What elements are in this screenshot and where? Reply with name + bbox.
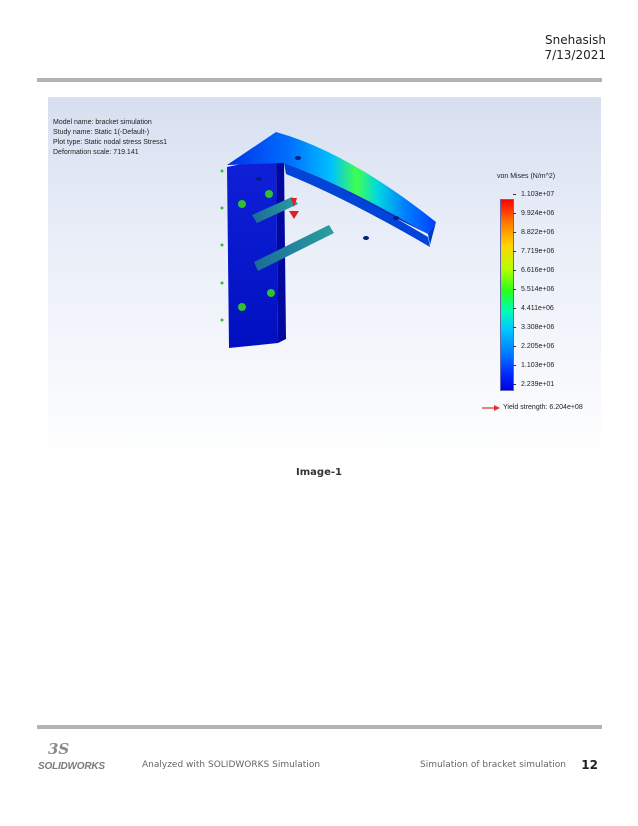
- legend-tick: 3.308e+06: [513, 324, 554, 331]
- legend-tick: 2.205e+06: [513, 343, 554, 350]
- ds-logo-icon: 3S: [48, 740, 70, 758]
- page-header: [544, 33, 606, 63]
- yield-strength-label: [482, 404, 583, 411]
- footer-simulation-title: Simulation of bracket simulation: [420, 760, 566, 770]
- arrow-right-icon: [482, 405, 500, 411]
- legend-tick: 7.719e+06: [513, 248, 554, 255]
- report-date: 7/13/2021: [544, 48, 606, 62]
- header-divider: [37, 78, 602, 82]
- study-name: Study name: Static 1(-Default-): [53, 129, 150, 136]
- page-number: 12: [581, 758, 598, 772]
- footer-analyzed-with: Analyzed with SOLIDWORKS Simulation: [142, 760, 321, 770]
- deformation-scale: Deformation scale: 719.141: [53, 149, 139, 156]
- solidworks-wordmark: SOLIDWORKS: [38, 761, 105, 772]
- legend-ticks: [513, 191, 593, 401]
- figure-caption: Image-1: [296, 467, 342, 478]
- legend-title: von Mises (N/m^2): [497, 173, 556, 180]
- author-name: Snehasish: [544, 33, 606, 47]
- study-info: [53, 118, 167, 158]
- yield-strength-text: Yield strength: 6.204e+08: [503, 404, 583, 411]
- solidworks-logo: [38, 740, 130, 776]
- legend-tick: 8.822e+06: [513, 229, 554, 236]
- legend-tick: 2.239e+01: [513, 381, 554, 388]
- footer-divider: [37, 725, 602, 729]
- legend-tick: 1.103e+07: [513, 191, 554, 198]
- plot-type: Plot type: Static nodal stress Stress1: [53, 139, 167, 146]
- model-name: Model name: bracket simulation: [53, 119, 152, 126]
- legend-tick: 6.616e+06: [513, 267, 554, 274]
- stress-colorbar: [500, 199, 514, 391]
- legend-tick: 4.411e+06: [513, 305, 554, 312]
- legend-tick: 1.103e+06: [513, 362, 554, 369]
- simulation-figure: [48, 97, 601, 465]
- legend-tick: 9.924e+06: [513, 210, 554, 217]
- legend-tick: 5.514e+06: [513, 286, 554, 293]
- wall-plate: [227, 157, 278, 348]
